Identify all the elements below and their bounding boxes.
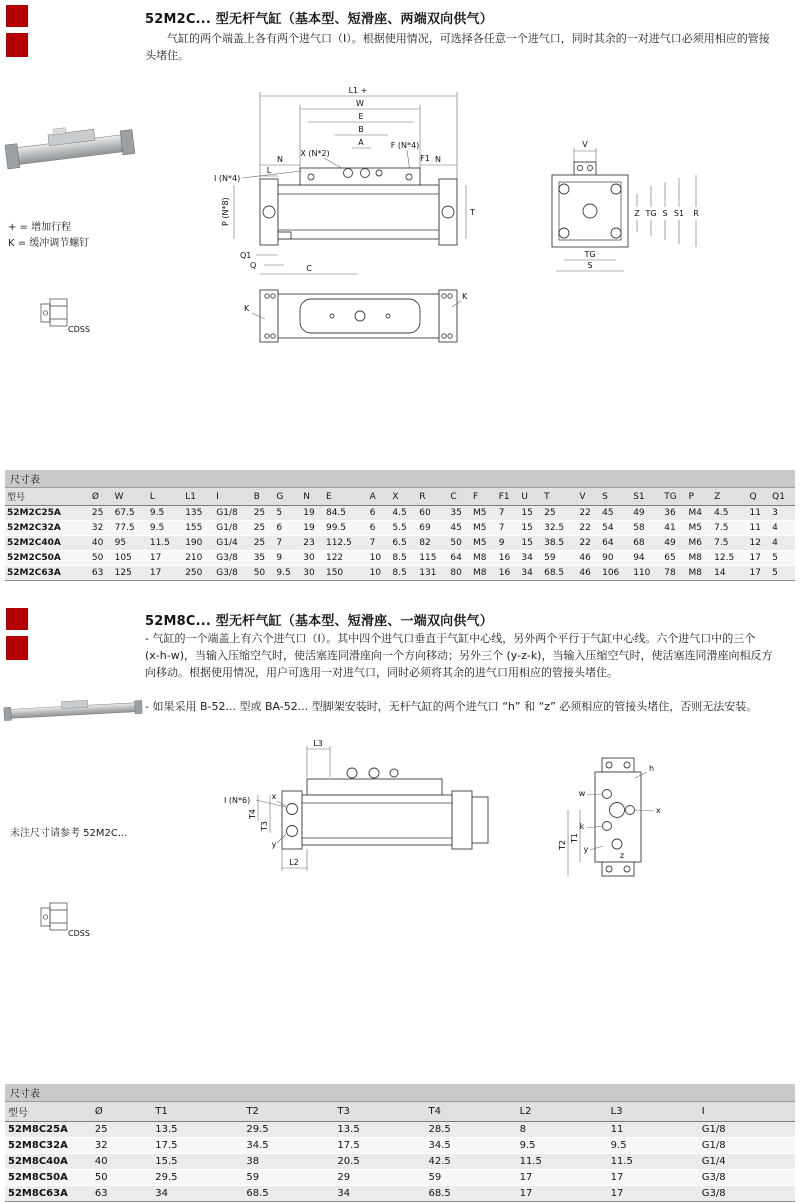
- column-header: L3: [608, 1102, 699, 1122]
- value-cell: 150: [324, 566, 368, 581]
- value-cell: M5: [686, 521, 712, 536]
- value-cell: 32: [92, 1138, 152, 1154]
- column-header: N: [301, 488, 324, 506]
- value-cell: 4: [770, 521, 795, 536]
- value-cell: 14: [712, 566, 747, 581]
- value-cell: 77.5: [113, 521, 148, 536]
- value-cell: 15: [519, 521, 542, 536]
- 52m8c-side-view-drawing: [222, 735, 512, 890]
- value-cell: G1/4: [214, 536, 251, 551]
- value-cell: 65: [662, 551, 686, 566]
- value-cell: 17: [747, 566, 770, 581]
- dim-k-right-label: K: [462, 292, 468, 301]
- value-cell: M8: [686, 551, 712, 566]
- model-cell: 52M8C25A: [5, 1122, 92, 1138]
- column-header: T3: [334, 1102, 425, 1122]
- dim-t2-label: T2: [558, 840, 567, 850]
- table-row: [5, 521, 795, 536]
- column-header: C: [448, 488, 471, 506]
- table1-header-row: [5, 488, 795, 506]
- value-cell: 11: [608, 1122, 699, 1138]
- section2-title: 52M8C... 型无杆气缸（基本型、短滑座、一端双向供气）: [145, 614, 493, 629]
- value-cell: 13.5: [334, 1122, 425, 1138]
- value-cell: 11: [747, 521, 770, 536]
- value-cell: M8: [471, 566, 497, 581]
- section2-description-1: - 气缸的一个端盖上有六个进气口（I）。其中四个进气口垂直于气缸中心线，另外两个平行于气缸中心线。六个进气口中的三个 (x-h-w)，当输入压缩空气时，使活塞连同滑座向一个方向移动；另外三个 (y-z-k)，当输入压缩空气时，使活塞连同滑座向相反方向移动。根据使用情况，用户可选用一对进气口，同时必须将其余的进气口用相应的管接头堵住。: [145, 632, 773, 679]
- value-cell: 7: [274, 536, 301, 551]
- value-cell: 105: [113, 551, 148, 566]
- dim-a-label: A: [358, 138, 364, 147]
- cdss-label: CDSS: [68, 325, 90, 334]
- dim-k-port-label: k: [579, 822, 585, 831]
- dim-k-left-label: K: [244, 304, 250, 313]
- value-cell: 7: [497, 506, 520, 521]
- column-header: V: [577, 488, 600, 506]
- value-cell: 30: [301, 551, 324, 566]
- column-header: Ø: [92, 1102, 152, 1122]
- value-cell: 60: [417, 506, 448, 521]
- value-cell: 67.5: [113, 506, 148, 521]
- column-header: L: [148, 488, 183, 506]
- value-cell: 22: [577, 506, 600, 521]
- column-header: Q: [747, 488, 770, 506]
- value-cell: 190: [183, 536, 214, 551]
- value-cell: 17: [747, 551, 770, 566]
- table-row: [5, 566, 795, 581]
- value-cell: 8: [517, 1122, 608, 1138]
- value-cell: 17: [517, 1170, 608, 1186]
- value-cell: 30: [301, 566, 324, 581]
- value-cell: M5: [471, 536, 497, 551]
- value-cell: 7: [368, 536, 391, 551]
- value-cell: 25: [252, 506, 275, 521]
- value-cell: 112.5: [324, 536, 368, 551]
- legend-plus-note: + = 增加行程: [8, 222, 72, 233]
- dim-f-label: F (N*4): [390, 141, 420, 150]
- dim-w-port-label: w: [578, 789, 586, 798]
- value-cell: 17: [517, 1186, 608, 1202]
- value-cell: 32.5: [542, 521, 577, 536]
- dim-p-label: P (N*8): [221, 197, 230, 226]
- value-cell: 46: [577, 566, 600, 581]
- value-cell: 58: [631, 521, 662, 536]
- dim-x2-port-label: x: [656, 806, 661, 815]
- 52m8c-end-view-drawing: [556, 748, 696, 893]
- column-header: P: [686, 488, 712, 506]
- value-cell: 49: [631, 506, 662, 521]
- column-header: I: [214, 488, 251, 506]
- value-cell: 135: [183, 506, 214, 521]
- column-header: 型号: [5, 488, 90, 506]
- value-cell: M4: [686, 506, 712, 521]
- value-cell: 17.5: [334, 1138, 425, 1154]
- dimension-table-1: [5, 488, 795, 581]
- dim-z-label: Z: [634, 209, 640, 218]
- dim-h-port-label: h: [649, 764, 655, 773]
- cdss-symbol-icon-2: [38, 898, 98, 942]
- value-cell: 64: [600, 536, 631, 551]
- 52m2c-side-and-bottom-view-drawing: [212, 84, 547, 364]
- value-cell: 15: [519, 536, 542, 551]
- value-cell: 23: [301, 536, 324, 551]
- value-cell: 45: [600, 506, 631, 521]
- value-cell: 17: [608, 1170, 699, 1186]
- value-cell: 94: [631, 551, 662, 566]
- column-header: F: [471, 488, 497, 506]
- dim-l-label: L: [266, 166, 272, 175]
- value-cell: 8.5: [390, 551, 417, 566]
- dim-f1-label: F1: [420, 154, 430, 163]
- dim-n-left-label: N: [277, 155, 283, 164]
- cdss-symbol-icon: [38, 294, 98, 338]
- dim-z-port-label: z: [619, 851, 625, 860]
- value-cell: 19: [301, 506, 324, 521]
- value-cell: 29: [334, 1170, 425, 1186]
- value-cell: 155: [183, 521, 214, 536]
- value-cell: 69: [417, 521, 448, 536]
- value-cell: 35: [448, 506, 471, 521]
- value-cell: 63: [92, 1186, 152, 1202]
- section1-title: 52M2C... 型无杆气缸（基本型、短滑座、两端双向供气）: [145, 12, 493, 27]
- dim-n-right-label: N: [435, 155, 441, 164]
- legend-notes: [8, 220, 89, 252]
- value-cell: 59: [426, 1170, 517, 1186]
- value-cell: 25: [90, 506, 113, 521]
- dim-tg-h-label: TG: [584, 250, 596, 259]
- dim-c-label: C: [306, 264, 312, 273]
- value-cell: 46: [577, 551, 600, 566]
- reference-note: 未注尺寸请参考 52M2C...: [10, 828, 128, 839]
- value-cell: 49: [662, 536, 686, 551]
- value-cell: M5: [471, 521, 497, 536]
- value-cell: 6: [368, 521, 391, 536]
- value-cell: 250: [183, 566, 214, 581]
- dim-b-label: B: [358, 125, 364, 134]
- column-header: I: [699, 1102, 795, 1122]
- value-cell: 34.5: [243, 1138, 334, 1154]
- value-cell: 131: [417, 566, 448, 581]
- value-cell: 29.5: [152, 1170, 243, 1186]
- value-cell: 3: [770, 506, 795, 521]
- dim-l1-label: L1 +: [348, 86, 368, 95]
- dimension-table-1-section: [5, 470, 795, 581]
- product-photo-52m8c: [4, 692, 146, 728]
- value-cell: 12: [747, 536, 770, 551]
- value-cell: 17.5: [152, 1138, 243, 1154]
- value-cell: 34: [152, 1186, 243, 1202]
- value-cell: 9.5: [517, 1138, 608, 1154]
- value-cell: 64: [448, 551, 471, 566]
- value-cell: G1/8: [214, 506, 251, 521]
- column-header: T: [542, 488, 577, 506]
- section1-description: 气缸的两个端盖上各有两个进气口（I）。根据使用情况，可选择各任意一个进气口，同时其余的一对进气口必须用相应的管接头堵住。: [145, 32, 770, 62]
- value-cell: 4.5: [390, 506, 417, 521]
- value-cell: 19: [301, 521, 324, 536]
- table2-body: [5, 1122, 795, 1202]
- value-cell: 17: [608, 1186, 699, 1202]
- value-cell: 90: [600, 551, 631, 566]
- value-cell: 68.5: [243, 1186, 334, 1202]
- value-cell: 11: [747, 506, 770, 521]
- product-photo-52m2c: [6, 110, 138, 184]
- dim-y2-port-label: y: [583, 845, 589, 854]
- value-cell: 25: [252, 521, 275, 536]
- model-cell: 52M8C40A: [5, 1154, 92, 1170]
- column-header: S: [600, 488, 631, 506]
- model-cell: 52M2C32A: [5, 521, 90, 536]
- value-cell: 68.5: [426, 1186, 517, 1202]
- column-header: W: [113, 488, 148, 506]
- legend-k-note: K = 缓冲调节螺钉: [8, 238, 90, 249]
- value-cell: 12.5: [712, 551, 747, 566]
- value-cell: G1/8: [214, 521, 251, 536]
- column-header: E: [324, 488, 368, 506]
- value-cell: 59: [542, 551, 577, 566]
- value-cell: 11.5: [517, 1154, 608, 1170]
- column-header: F1: [497, 488, 520, 506]
- cdss-label-2: CDSS: [68, 929, 90, 938]
- value-cell: 38.5: [542, 536, 577, 551]
- dim-y-port-label: y: [271, 840, 277, 849]
- value-cell: 5.5: [390, 521, 417, 536]
- value-cell: 68: [631, 536, 662, 551]
- column-header: T4: [426, 1102, 517, 1122]
- dim-t1-label: T1: [570, 833, 579, 843]
- value-cell: 7: [497, 521, 520, 536]
- value-cell: 34: [334, 1186, 425, 1202]
- value-cell: 9: [274, 551, 301, 566]
- value-cell: 210: [183, 551, 214, 566]
- dim-tg-v-label: TG: [645, 209, 657, 218]
- value-cell: M5: [471, 506, 497, 521]
- section1-red-marker-1: [6, 5, 28, 27]
- model-cell: 52M8C63A: [5, 1186, 92, 1202]
- dim-w-label: W: [356, 99, 364, 108]
- column-header: T2: [243, 1102, 334, 1122]
- value-cell: 9.5: [274, 566, 301, 581]
- value-cell: 7.5: [712, 536, 747, 551]
- value-cell: 15.5: [152, 1154, 243, 1170]
- value-cell: G1/4: [699, 1154, 795, 1170]
- dimension-table-2: [5, 1102, 795, 1202]
- value-cell: 9: [497, 536, 520, 551]
- value-cell: 63: [90, 566, 113, 581]
- table1-title-bar: 尺寸表: [5, 470, 795, 488]
- dim-t3-label: T3: [260, 821, 269, 831]
- value-cell: 99.5: [324, 521, 368, 536]
- value-cell: 9.5: [608, 1138, 699, 1154]
- column-header: Ø: [90, 488, 113, 506]
- value-cell: 5: [274, 506, 301, 521]
- value-cell: G3/8: [699, 1170, 795, 1186]
- value-cell: 41: [662, 521, 686, 536]
- dim-s-h-label: S: [587, 261, 593, 270]
- dim-x-label: X (N*2): [300, 149, 330, 158]
- value-cell: M8: [686, 566, 712, 581]
- table-row: [5, 1170, 795, 1186]
- value-cell: 36: [662, 506, 686, 521]
- table-row: [5, 551, 795, 566]
- model-cell: 52M2C63A: [5, 566, 90, 581]
- value-cell: 22: [577, 536, 600, 551]
- value-cell: 25: [252, 536, 275, 551]
- section2-red-marker-2: [6, 636, 28, 660]
- value-cell: 6: [368, 506, 391, 521]
- value-cell: 15: [519, 506, 542, 521]
- value-cell: 6.5: [390, 536, 417, 551]
- value-cell: 82: [417, 536, 448, 551]
- value-cell: 29.5: [243, 1122, 334, 1138]
- dimension-table-2-section: [5, 1084, 795, 1202]
- value-cell: G3/8: [214, 551, 251, 566]
- dim-e-label: E: [358, 112, 364, 121]
- value-cell: 68.5: [542, 566, 577, 581]
- value-cell: 45: [448, 521, 471, 536]
- value-cell: G1/8: [699, 1122, 795, 1138]
- value-cell: 125: [113, 566, 148, 581]
- value-cell: 11.5: [148, 536, 183, 551]
- value-cell: 34.5: [426, 1138, 517, 1154]
- model-cell: 52M8C50A: [5, 1170, 92, 1186]
- column-header: S1: [631, 488, 662, 506]
- section2-description-2: - 如果采用 B-52... 型或 BA-52... 型脚架安装时，无杆气缸的两个进气口 “h” 和 “z” 必须相应的管接头堵住，否则无法安装。: [145, 700, 758, 713]
- value-cell: 11.5: [608, 1154, 699, 1170]
- 52m2c-end-view-drawing: [540, 136, 715, 286]
- column-header: B: [252, 488, 275, 506]
- table2-header-row: [5, 1102, 795, 1122]
- column-header: U: [519, 488, 542, 506]
- value-cell: 110: [631, 566, 662, 581]
- dim-i-label: I (N*4): [214, 174, 241, 183]
- column-header: A: [368, 488, 391, 506]
- column-header: 型号: [5, 1102, 92, 1122]
- dim-i6-label: I (N*6): [224, 796, 251, 805]
- dim-s-v-label: S: [662, 209, 668, 218]
- value-cell: 35: [252, 551, 275, 566]
- column-header: G: [274, 488, 301, 506]
- dim-t-label: T: [470, 208, 475, 217]
- value-cell: 84.5: [324, 506, 368, 521]
- value-cell: 42.5: [426, 1154, 517, 1170]
- value-cell: 59: [243, 1170, 334, 1186]
- value-cell: 40: [92, 1154, 152, 1170]
- value-cell: 16: [497, 566, 520, 581]
- value-cell: 50: [92, 1170, 152, 1186]
- value-cell: 25: [92, 1122, 152, 1138]
- value-cell: 28.5: [426, 1122, 517, 1138]
- table-row: [5, 1138, 795, 1154]
- value-cell: 8.5: [390, 566, 417, 581]
- model-cell: 52M2C40A: [5, 536, 90, 551]
- value-cell: 4: [770, 536, 795, 551]
- value-cell: M6: [686, 536, 712, 551]
- value-cell: 4.5: [712, 506, 747, 521]
- dim-q-label: Q: [250, 261, 257, 270]
- value-cell: 9.5: [148, 506, 183, 521]
- dim-s1-label: S1: [673, 209, 685, 218]
- dim-x-port-label: x: [271, 792, 277, 801]
- value-cell: 17: [148, 551, 183, 566]
- value-cell: 78: [662, 566, 686, 581]
- value-cell: 10: [368, 551, 391, 566]
- dim-v-label: V: [582, 140, 588, 149]
- column-header: R: [417, 488, 448, 506]
- value-cell: 115: [417, 551, 448, 566]
- dim-l3-label: L3: [313, 739, 323, 748]
- value-cell: 38: [243, 1154, 334, 1170]
- table1-body: [5, 506, 795, 581]
- value-cell: G3/8: [699, 1186, 795, 1202]
- column-header: L1: [183, 488, 214, 506]
- value-cell: 122: [324, 551, 368, 566]
- value-cell: 34: [519, 566, 542, 581]
- value-cell: 32: [90, 521, 113, 536]
- value-cell: 25: [542, 506, 577, 521]
- section1-red-marker-2: [6, 33, 28, 57]
- column-header: X: [390, 488, 417, 506]
- column-header: L2: [517, 1102, 608, 1122]
- dim-t4-label: T4: [248, 809, 257, 819]
- value-cell: 40: [90, 536, 113, 551]
- value-cell: 34: [519, 551, 542, 566]
- section2-red-marker-1: [6, 608, 28, 630]
- value-cell: M8: [471, 551, 497, 566]
- table-row: [5, 536, 795, 551]
- model-cell: 52M2C25A: [5, 506, 90, 521]
- value-cell: 10: [368, 566, 391, 581]
- value-cell: 7.5: [712, 521, 747, 536]
- value-cell: 50: [90, 551, 113, 566]
- value-cell: 13.5: [152, 1122, 243, 1138]
- column-header: T1: [152, 1102, 243, 1122]
- value-cell: 16: [497, 551, 520, 566]
- dim-l2-label: L2: [289, 858, 299, 867]
- value-cell: 106: [600, 566, 631, 581]
- value-cell: 50: [252, 566, 275, 581]
- value-cell: 5: [770, 566, 795, 581]
- model-cell: 52M8C32A: [5, 1138, 92, 1154]
- value-cell: 17: [148, 566, 183, 581]
- table-row: [5, 1186, 795, 1202]
- value-cell: 6: [274, 521, 301, 536]
- column-header: Q1: [770, 488, 795, 506]
- model-cell: 52M2C50A: [5, 551, 90, 566]
- column-header: Z: [712, 488, 747, 506]
- table-row: [5, 506, 795, 521]
- value-cell: 20.5: [334, 1154, 425, 1170]
- value-cell: 50: [448, 536, 471, 551]
- value-cell: G3/8: [214, 566, 251, 581]
- value-cell: 9.5: [148, 521, 183, 536]
- table-row: [5, 1154, 795, 1170]
- value-cell: 80: [448, 566, 471, 581]
- value-cell: 54: [600, 521, 631, 536]
- column-header: TG: [662, 488, 686, 506]
- value-cell: 95: [113, 536, 148, 551]
- dim-q1-label: Q1: [240, 251, 252, 260]
- value-cell: G1/8: [699, 1138, 795, 1154]
- table2-title-bar: 尺寸表: [5, 1084, 795, 1102]
- dim-r-label: R: [693, 209, 699, 218]
- table-row: [5, 1122, 795, 1138]
- value-cell: 22: [577, 521, 600, 536]
- value-cell: 5: [770, 551, 795, 566]
